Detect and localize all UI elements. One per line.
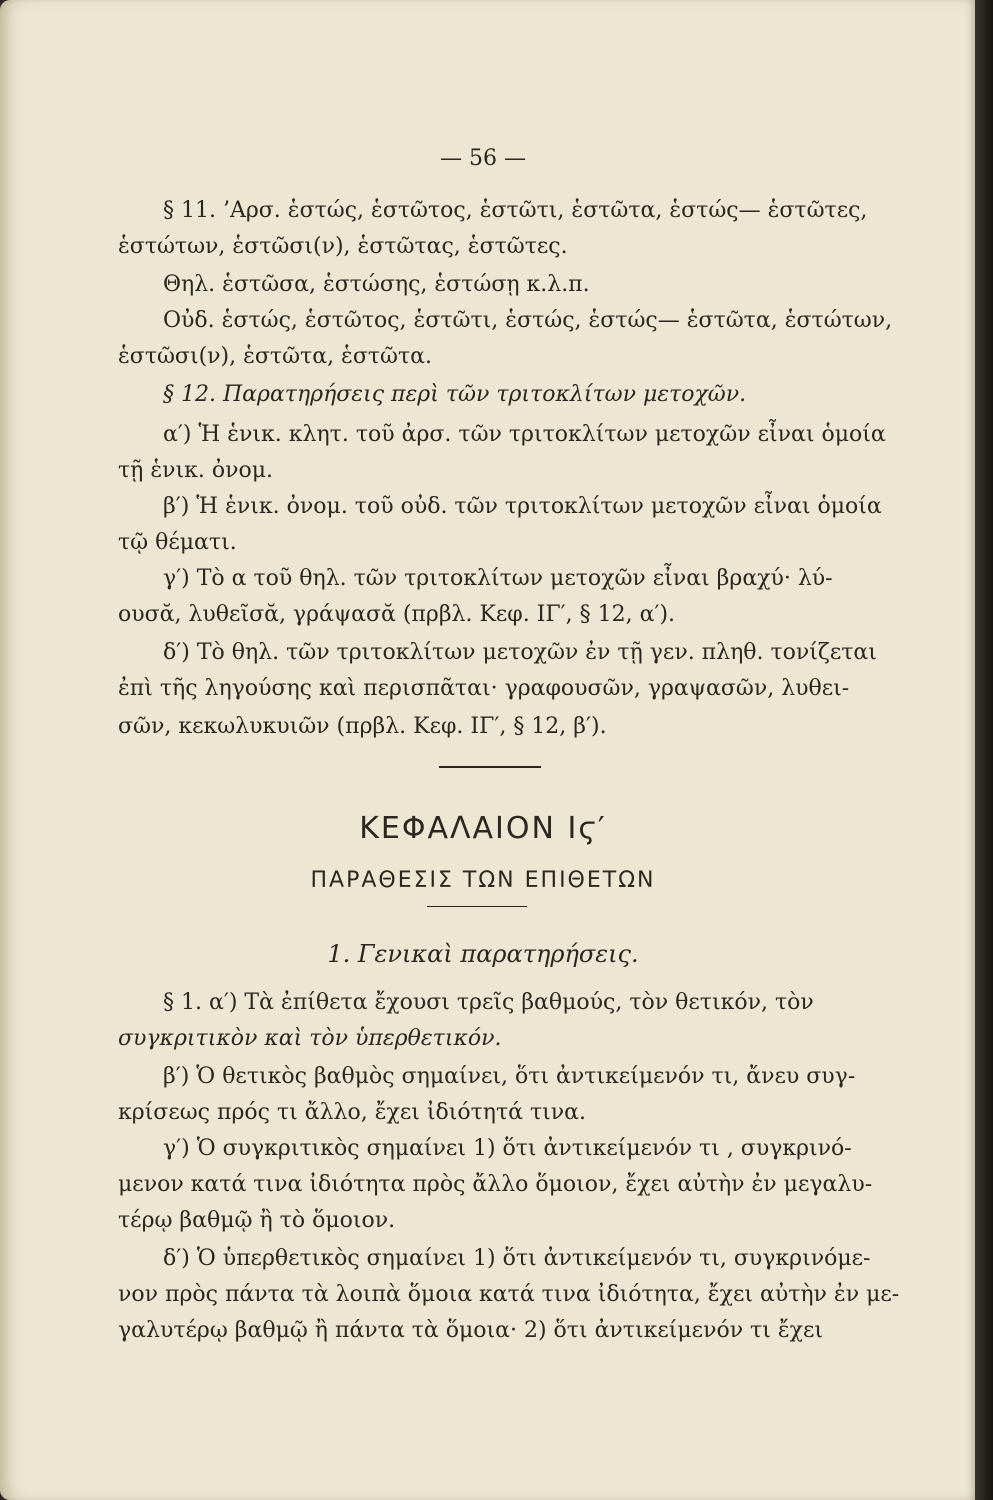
text-line: ἐπὶ τῆς ληγούσης καὶ περισπᾶται· γραφουσῶν, γραψασῶν, λυθει- [118,676,850,701]
text-line: Θηλ. ἑστῶσα, ἑστώσης, ἑστώσῃ κ.λ.π. [163,272,590,297]
text-line: § 12. Παρατηρήσεις περὶ τῶν τριτοκλίτων μετοχῶν. [163,382,747,407]
text-line: δ′) Ὁ ὑπερθετικὸς σημαίνει 1) ὅτι ἀντικείμενόν τι, συγκρινόμε- [163,1246,871,1271]
text-line: Οὐδ. ἑστώς, ἑστῶτος, ἑστῶτι, ἑστώς, ἑστώς— ἑστῶτα, ἑστώτων, [163,308,893,333]
text-line: α′) Ἡ ἑνικ. κλητ. τοῦ ἀρσ. τῶν τριτοκλίτων μετοχῶν εἶναι ὁμοία [163,422,886,447]
text-line: γ′) Ὁ συγκριτικὸς σημαίνει 1) ὅτι ἀντικείμενόν τι , συγκρινό- [163,1136,852,1161]
text-line: τῇ ἑνικ. ὀνομ. [118,458,274,483]
text-line: νον πρὸς πάντα τὰ λοιπὰ ὅμοια κατά τινα ἰδιότητα, ἔχει αὐτὴν ἐν με- [118,1282,900,1307]
text-line: β′) Ὁ θετικὸς βαθμὸς σημαίνει, ὅτι ἀντικείμενόν τι, ἄνευ συγ- [163,1064,856,1089]
page-number: — 56 — [440,146,526,171]
text-line: § 1. α′) Τὰ ἐπίθετα ἔχουσι τρεῖς βαθμούς, τὸν θετικόν, τὸν [163,990,814,1015]
section-divider [439,766,541,768]
subtitle-divider [427,906,527,907]
text-line: τῷ θέματι. [118,530,237,555]
text-line: ουσᾰ, λυθεῖσᾰ, γράψασᾰ (πρβλ. Κεφ. ΙΓ′, § 12, α′). [118,602,676,627]
text-line: κρίσεως πρός τι ἄλλο, ἔχει ἰδιότητά τινα. [118,1100,586,1125]
text-line: γαλυτέρῳ βαθμῷ ἢ πάντα τὰ ὅμοια· 2) ὅτι ἀντικείμενόν τι ἔχει [118,1318,824,1343]
text-line: β′) Ἡ ἑνικ. ὀνομ. τοῦ οὐδ. τῶν τριτοκλίτων μετοχῶν εἶναι ὁμοία [163,494,882,519]
text-line: συγκριτικὸν καὶ τὸν ὑπερθετικόν. [118,1026,502,1051]
page-edge [975,0,993,1500]
section-heading: 1. Γενικαὶ παρατηρήσεις. [327,940,639,968]
text-line: τέρῳ βαθμῷ ἢ τὸ ὅμοιον. [118,1208,396,1233]
text-line: δ′) Τὸ θηλ. τῶν τριτοκλίτων μετοχῶν ἐν τῇ γεν. πληθ. τονίζεται [163,640,877,665]
text-line: μενον κατά τινα ἰδιότητα πρὸς ἄλλο ὅμοιον, ἔχει αὐτὴν ἐν μεγαλυ- [118,1172,873,1197]
text-line: § 11. ’Αρσ. ἑστώς, ἑστῶτος, ἑστῶτι, ἑστῶτα, ἑστώς— ἑστῶτες, [163,198,868,223]
chapter-title: ΚΕΦΑΛΑΙΟΝ Ιϛ′ [359,811,607,846]
text-line: ἑστώτων, ἑστῶσι(ν), ἑστῶτας, ἑστῶτες. [118,234,568,259]
text-line: ἑστῶσι(ν), ἑστῶτα, ἑστῶτα. [118,344,433,369]
text-line: γ′) Τὸ α τοῦ θηλ. τῶν τριτοκλίτων μετοχῶν εἶναι βραχύ· λύ- [163,566,833,591]
chapter-subtitle: ΠΑΡΑΘΕΣΙΣ ΤΩΝ ΕΠΙΘΕΤΩΝ [310,868,656,893]
text-line: σῶν, κεκωλυκυιῶν (πρβλ. Κεφ. ΙΓ′, § 12, β′). [118,714,607,739]
